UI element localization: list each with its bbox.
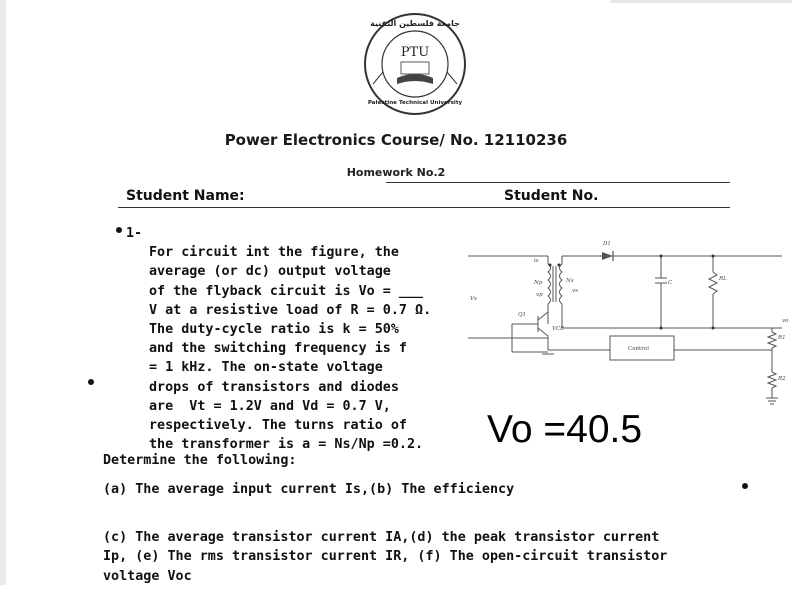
question-text — [149, 224, 431, 474]
stray-dot-right — [742, 483, 748, 489]
label-r2: R2 — [778, 376, 786, 382]
course-title: Power Electronics Course/ No. 12110236 — [224, 131, 568, 149]
student-no-label: Student No. — [504, 188, 599, 204]
label-vs: vs — [572, 288, 578, 294]
label-capacitor: C — [668, 280, 673, 286]
label-load: RL — [719, 276, 727, 282]
answer-vo: Vo =40.5 — [487, 408, 643, 451]
task-line: Ip, (e) The rms transistor current IR, (f) The open-circuit transistor — [103, 549, 668, 565]
homework-title: Homework No.2 — [346, 166, 446, 179]
task-line: (c) The average transistor current IA,(d) the peak transistor current — [103, 530, 660, 546]
question-line: the transformer is a = Ns/Np =0.2. — [149, 437, 424, 453]
top-edge-line — [610, 0, 792, 3]
question-line: respectively. The turns ratio of — [149, 418, 407, 434]
homework-underline — [386, 182, 730, 183]
label-r1: R1 — [778, 335, 786, 341]
label-switch: Q1 — [518, 312, 527, 318]
university-logo — [363, 12, 467, 116]
question-line: The duty-cycle ratio is k = 50% — [149, 322, 399, 338]
logo-center-text: PTU — [400, 45, 430, 60]
question-line: of the flyback circuit is Vo = ___ — [149, 283, 424, 299]
question-line: are Vt = 1.2V and Vd = 0.7 V, — [149, 398, 391, 414]
label-diode: D1 — [603, 241, 611, 247]
task-part-cf — [103, 509, 667, 605]
question-line: For circuit int the figure, the — [149, 245, 399, 261]
label-vo: vo — [782, 318, 789, 324]
task-line: voltage Voc — [103, 568, 192, 584]
logo-arabic-text: جامعة فلسطين التقنية — [370, 19, 460, 28]
label-control: Control — [628, 346, 649, 352]
question-line: = 1 kHz. The on-state voltage — [149, 360, 383, 376]
question-line: and the switching frequency is f — [149, 341, 407, 357]
student-name-label: Student Name: — [126, 188, 245, 204]
question-line: V at a resistive load of R = 0.7 Ω. — [149, 302, 432, 318]
question-line: drops of transistors and diodes — [149, 379, 399, 395]
logo-english-text: Palestine Technical University — [367, 100, 463, 106]
page-left-edge — [0, 0, 6, 585]
label-source: Vs — [470, 296, 477, 302]
label-vp: vp — [536, 292, 543, 298]
question-bullet — [116, 227, 122, 233]
label-is: is — [534, 258, 539, 264]
question-number: 1- — [126, 226, 143, 241]
question-line: average (or dc) output voltage — [149, 264, 391, 280]
task-part-ab: (a) The average input current Is,(b) The efficiency — [103, 482, 515, 497]
label-primary: Np — [534, 280, 543, 286]
tasks-heading: Determine the following: — [103, 453, 297, 468]
label-vce: VCE — [552, 326, 565, 332]
label-secondary: Ns — [566, 278, 574, 284]
flyback-circuit-diagram — [462, 232, 792, 408]
student-info-underline — [118, 207, 730, 208]
stray-dot-left — [88, 379, 94, 385]
